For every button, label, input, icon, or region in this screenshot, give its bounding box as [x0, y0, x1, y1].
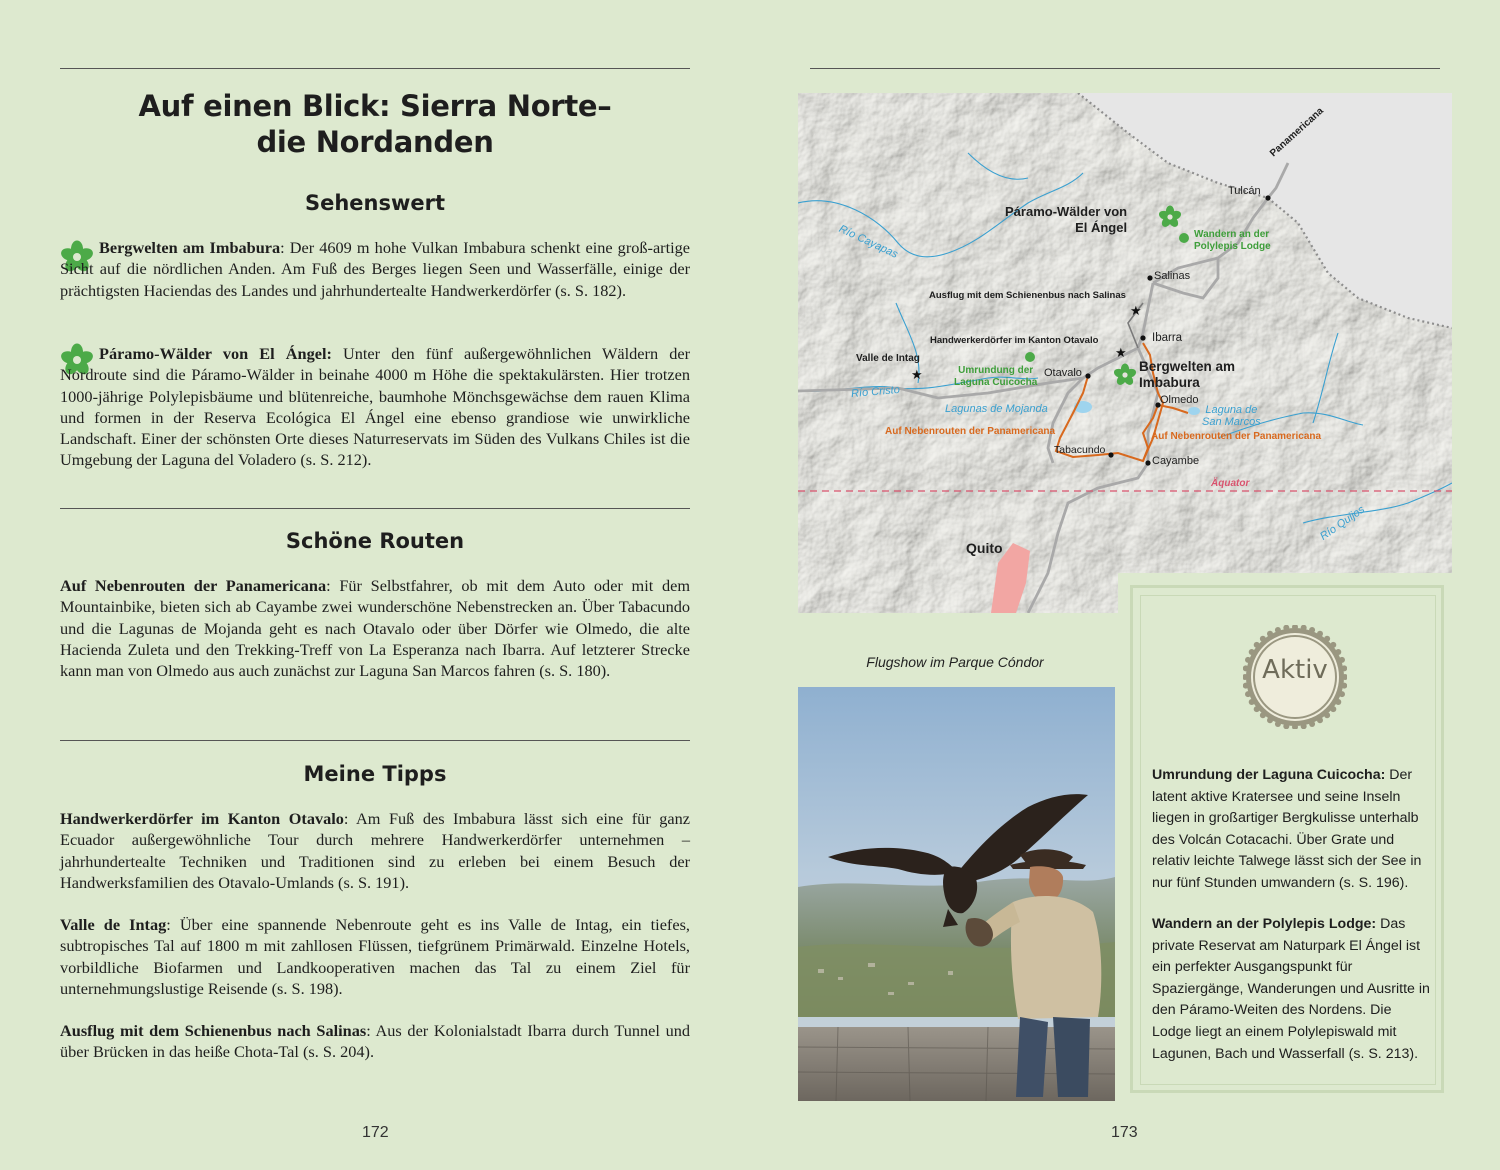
map-label-tabacundo: Tabacundo — [1054, 444, 1106, 456]
sehenswert-item-1-text: : Der 4609 m hohe Vulkan Imbabura schenkt eine groß-artige Sicht auf die nördlichen Anden. Am Fuß des Berges liegen Seen und Wasserfälle, einige der prächtigsten Haciendas des Landes und jahrhundertealte Handwerkerdörfer (s. S. 182). — [60, 238, 691, 300]
map-label-olmedo: Olmedo — [1160, 394, 1199, 406]
falconer-photo — [798, 687, 1115, 1101]
section-heading-tipps: Meine Tipps — [303, 762, 447, 786]
map-label-rio-quijos: Río Quijos — [1318, 503, 1367, 543]
map-label-tulcan: Tulcán — [1228, 185, 1261, 197]
tipps-item-3-title: Ausflug mit dem Schienenbus nach Salinas — [60, 1021, 367, 1040]
routen-item-1-title: Auf Nebenrouten der Panamericana — [60, 576, 327, 595]
routen-item-1 — [60, 575, 690, 681]
tipps-item-1-title: Handwerkerdörfer im Kanton Otavalo — [60, 809, 344, 828]
map-label-handwerker: Handwerkerdörfer im Kanton Otavalo — [930, 335, 1099, 346]
tipps-item-2-text: : Über eine spannende Nebenroute geht es ins Valle de Intag, ein tiefes, subtropisches Tal auf 1800 m mit zahllosen Flüssen, tiefgrünem Primärwald. Einzelne Hotels, vorbildliche Biofarmen und Landkooperativen machen das Tal zu einem Ziel für unternehmungslustige Reisende (s. S. 198). — [60, 915, 690, 998]
map-star-icon: ★ — [911, 368, 923, 383]
map-star-icon: ★ — [1115, 346, 1127, 361]
photo-caption: Flugshow im Parque Cóndor — [866, 654, 1044, 670]
aktiv-item-2-title: Wandern an der Polylepis Lodge: — [1152, 916, 1377, 932]
section-heading-sehenswert: Sehenswert — [304, 191, 446, 215]
falconer-photo-image — [798, 687, 1115, 1101]
aktiv-item-2 — [1152, 914, 1434, 1065]
section-heading-routen: Schöne Routen — [285, 529, 465, 553]
map-label-umrundung: Umrundung der Laguna Cuicocha — [954, 365, 1038, 388]
map-label-paramo: Páramo-Wälder von El Ángel — [1005, 204, 1128, 235]
section-divider — [60, 508, 690, 509]
sehenswert-item-1-title: Bergwelten am Imbabura — [99, 238, 281, 257]
sehenswert-item-1 — [60, 237, 690, 301]
map-label-otavalo: Otavalo — [1044, 367, 1082, 379]
region-map — [798, 93, 1452, 613]
page-title: Auf einen Blick: Sierra Norte– die Nordanden — [138, 89, 612, 159]
map-label-nebenrouten-left: Auf Nebenrouten der Panamericana — [885, 426, 1056, 437]
tipps-item-2 — [60, 914, 690, 999]
page-number-left: 172 — [362, 1124, 389, 1141]
map-label-rio-cristo: Río Cristo — [850, 383, 901, 401]
tipps-item-3 — [60, 1020, 690, 1063]
top-rule-left — [60, 68, 690, 69]
routen-item-1-text: : Für Selbstfahrer, ob mit dem Auto oder mit dem Mountainbike, bieten sich ab Cayambe zwei wunderschöne Nebenstrecken an. Über Tabacundo und die Lagunas de Mojanda geht es nach Otavalo oder über Dörfer wie Olmedo, die alte Hacienda Zuleta und den Trekking-Treff von La Esperanza nach Ibarra. Auf letzterer Strecke kann man von Olmedo aus auch zunächst zur Laguna San Marcos fahren (s. S. 180). — [60, 576, 690, 681]
top-rule-right — [810, 68, 1440, 69]
map-label-panamericana: Panamericana — [1268, 105, 1326, 160]
sehenswert-item-2-title: Páramo-Wälder von El Ángel: — [99, 344, 332, 363]
map-label-lagunas-mojanda: Lagunas de Mojanda — [945, 403, 1048, 415]
map-label-ibarra: Ibarra — [1152, 332, 1183, 344]
map-label-quito: Quito — [966, 540, 1003, 556]
map-label-wandern: Wandern an der Polylepis Lodge — [1194, 229, 1271, 252]
map-star-icon: ★ — [1130, 304, 1142, 319]
map-label-cayambe: Cayambe — [1152, 455, 1200, 467]
aktiv-item-1-text: Der latent aktive Kratersee und seine Inseln liegen in großartiger Bergkulisse unterhalb des Volcán Cotacachi. Über Grate und relativ leichte Talwege lässt sich der See in nur fünf Stunden umwandern (s. S. 196). — [1152, 767, 1422, 891]
map-label-rio-cayapas: Río Cayapas — [836, 223, 900, 261]
map-label-bergwelten: Bergwelten am Imbabura — [1139, 359, 1236, 390]
map-label-ausflug: Ausflug mit dem Schienenbus nach Salinas — [929, 290, 1126, 301]
aktiv-badge-label: Aktiv — [1262, 655, 1328, 685]
map-label-laguna-san-marcos: Laguna de San Marcos — [1202, 404, 1261, 428]
aktiv-item-1-title: Umrundung der Laguna Cuicocha: — [1152, 767, 1386, 783]
sehenswert-item-2 — [60, 343, 690, 471]
map-label-aquator: Äquator — [1211, 478, 1250, 489]
aktiv-item-1 — [1152, 765, 1434, 895]
tipps-item-1 — [60, 808, 690, 893]
tipps-item-3-text: : Aus der Kolonialstadt Ibarra durch Tunnel und über Brücken in das heiße Chota-Tal (s. S. 204). — [60, 1021, 690, 1062]
map-label-nebenrouten-right: Auf Nebenrouten der Panamericana — [1151, 431, 1322, 442]
aktiv-box — [1118, 573, 1452, 1101]
aktiv-item-2-text: Das private Reservat am Naturpark El Ángel ist ein perfekter Ausgangspunkt für Spaziergänge, Wanderungen und Ausritte in den Páramo-Weiten des Nordens. Die Lodge liegt an einem Polylepiswald mit Lagunen, Bach und Wasserfall (s. S. 213). — [1152, 916, 1430, 1062]
map-label-salinas: Salinas — [1154, 270, 1191, 282]
sehenswert-item-2-text: Unter den fünf außergewöhnlichen Wäldern der Nordroute sind die Páramo-Wälder in beinahe 4000 m Höhe die spektakulärsten. Hier trotzen 1000-jährige Polylepisbäume und blütenreiche, baumhohe Mönchsgewächse dem rauen Klima und formen in der Reserva Ecológica El Ángel eine ebenso grandiose wie unwirkliche Landschaft. Einer der schönsten Orte dieses Naturreservats im Süden des Vulkans Chiles ist die Umgebung der Laguna del Voladero (s. S. 212). — [60, 344, 690, 470]
section-divider — [60, 740, 690, 741]
page-number-right: 173 — [1111, 1124, 1138, 1141]
map-label-valle: Valle de Intag — [856, 353, 920, 364]
tipps-item-2-title: Valle de Intag — [60, 915, 167, 934]
tipps-item-1-text: : Am Fuß des Imbabura lässt sich eine für ganz Ecuador außergewöhnliche Tour durch mehrere Handwerkerdörfer unternehmen – jahrhundertealte Techniken und Traditionen sind zu erleben bei einem Besuch der Handwerksfamilien des Otavalo-Umlands (s. S. 191). — [60, 809, 690, 892]
